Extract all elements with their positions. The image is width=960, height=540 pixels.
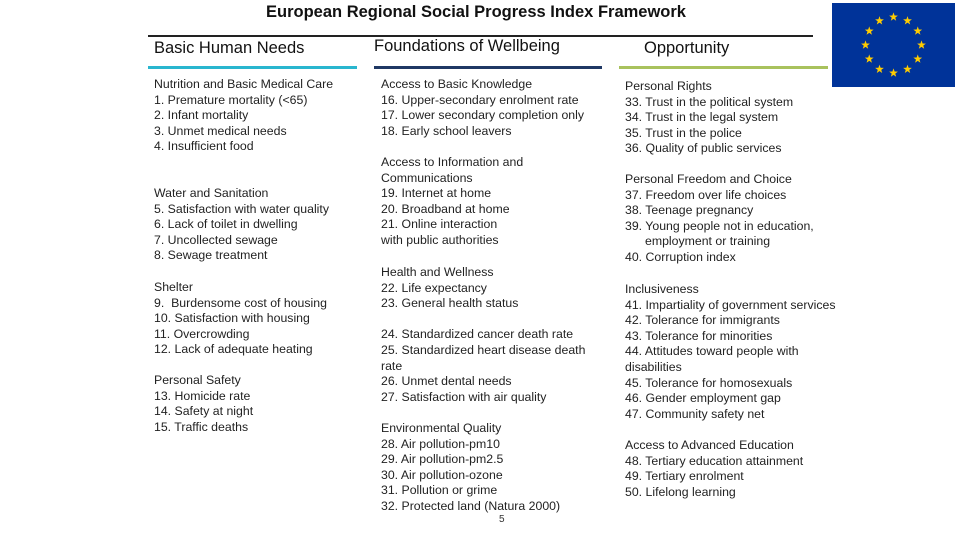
indicator-item: 31. Pollution or grime [381,483,498,498]
indicator-item: 17. Lower secondary completion only [381,108,585,123]
indicator-item: 46. Gender employment gap [625,391,781,406]
indicator-item: 48. Tertiary education attainment [625,453,804,468]
component-title: Access to Information and Communications [381,155,524,185]
indicator-item: 4. Insufficient food [154,139,254,154]
dimension-color-bar [148,66,357,69]
component-shelter [154,280,354,358]
component-health-wellness [381,265,603,405]
component-title: Personal Safety [154,373,241,387]
dimension-color-bar [374,66,602,69]
component-nutrition [154,77,354,155]
component-title: Access to Advanced Education [625,438,794,452]
indicator-item: 15. Traffic deaths [154,419,249,434]
component-personal-rights [625,79,855,157]
indicator-item: 28. Air pollution-pm10 [381,436,500,451]
indicator-item: 11. Overcrowding [154,326,250,341]
page-number: 5 [499,514,505,525]
component-title: Personal Rights [625,79,712,93]
indicator-item: 22. Life expectancy [381,280,487,295]
indicator-item: 36. Quality of public services [625,141,782,156]
star-icon [917,40,926,48]
page-title: European Regional Social Progress Index Framework [266,3,686,21]
eu-flag-icon [832,3,955,87]
component-title: Inclusiveness [625,282,699,296]
component-inclusiveness [625,282,855,422]
indicator-item: 39. Young people not in education, [625,218,814,233]
star-icon [913,54,922,62]
component-advanced-education [625,438,855,500]
dimension-heading: Basic Human Needs [154,39,305,57]
indicator-item: 32. Protected land (Natura 2000) [381,498,561,513]
indicator-item: 45. Tolerance for homosexuals [625,375,793,390]
indicator-item: 13. Homicide rate [154,388,251,403]
indicator-item: 41. Impartiality of government services [625,297,836,312]
dimension-color-bar [619,66,828,69]
indicator-item: 16. Upper-secondary enrolment rate [381,92,579,107]
star-icon [865,54,874,62]
star-icon [903,16,912,24]
indicator-item: 38. Teenage pregnancy [625,203,754,218]
indicator-item: 3. Unmet medical needs [154,123,287,138]
component-title: Health and Wellness [381,265,494,279]
indicator-item: 9. Burdensome cost of housing [154,295,327,310]
indicator-item: 27. Satisfaction with air quality [381,389,547,404]
indicator-item: 2. Infant mortality [154,108,249,123]
indicator-item: 7. Uncollected sewage [154,232,278,247]
indicator-spacer [381,312,603,328]
indicator-item: 10. Satisfaction with housing [154,311,310,326]
indicator-item: 35. Trust in the police [625,125,742,140]
indicator-item: 1. Premature mortality (<65) [154,92,308,107]
component-title: Nutrition and Basic Medical Care [154,77,334,91]
indicator-item: 23. General health status [381,296,519,311]
indicator-item: 8. Sewage treatment [154,248,268,263]
indicator-item: 33. Trust in the political system [625,94,794,109]
star-icon [913,26,922,34]
component-personal-safety [154,373,354,435]
indicator-item: 34. Trust in the legal system [625,110,779,125]
component-environmental-quality [381,421,603,515]
indicator-item: 47. Community safety net [625,406,765,421]
component-personal-freedom [625,172,855,266]
indicator-item: 19. Internet at home [381,186,492,201]
indicator-item: 29. Air pollution-pm2.5 [381,452,504,467]
component-basic-knowledge [381,77,603,139]
component-title: Shelter [154,280,193,294]
component-title: Water and Sanitation [154,186,269,200]
indicator-item: 26. Unmet dental needs [381,374,512,389]
component-water-sanitation [154,186,354,264]
star-icon [875,65,884,73]
indicator-item: 21. Online interaction with public authorities [381,217,501,247]
indicator-item: 12. Lack of adequate heating [154,342,313,357]
indicator-item: 37. Freedom over life choices [625,187,787,202]
indicator-item: 49. Tertiary enrolment [625,469,744,484]
indicator-item: 5. Satisfaction with water quality [154,201,329,216]
indicator-item: 25. Standardized heart disease death rate [381,342,589,373]
component-title: Access to Basic Knowledge [381,77,533,91]
indicator-item: 30. Air pollution-ozone [381,467,503,482]
star-icon [889,12,898,20]
star-icon [889,68,898,76]
component-information-communications [381,155,571,249]
dimension-heading: Opportunity [644,39,730,57]
indicator-item: 50. Lifelong learning [625,484,736,499]
indicator-item: 20. Broadband at home [381,201,510,216]
indicator-item: 44. Attitudes toward people with disabilities [625,344,803,374]
dimension-heading: Foundations of Wellbeing [374,37,560,55]
component-title: Personal Freedom and Choice [625,172,792,186]
indicator-item: employment or training [645,234,771,249]
star-icon [875,16,884,24]
star-icon [861,40,870,48]
indicator-item: 18. Early school leavers [381,123,512,138]
indicator-item: 43. Tolerance for minorities [625,328,773,343]
indicator-item: 14. Safety at night [154,404,254,419]
component-title: Environmental Quality [381,421,502,435]
indicator-item: 42. Tolerance for immigrants [625,313,780,328]
indicator-item: 40. Corruption index [625,249,736,264]
indicator-item: 6. Lack of toilet in dwelling [154,217,298,232]
star-icon [903,65,912,73]
indicator-item: 24. Standardized cancer death rate [381,327,574,342]
star-icon [865,26,874,34]
